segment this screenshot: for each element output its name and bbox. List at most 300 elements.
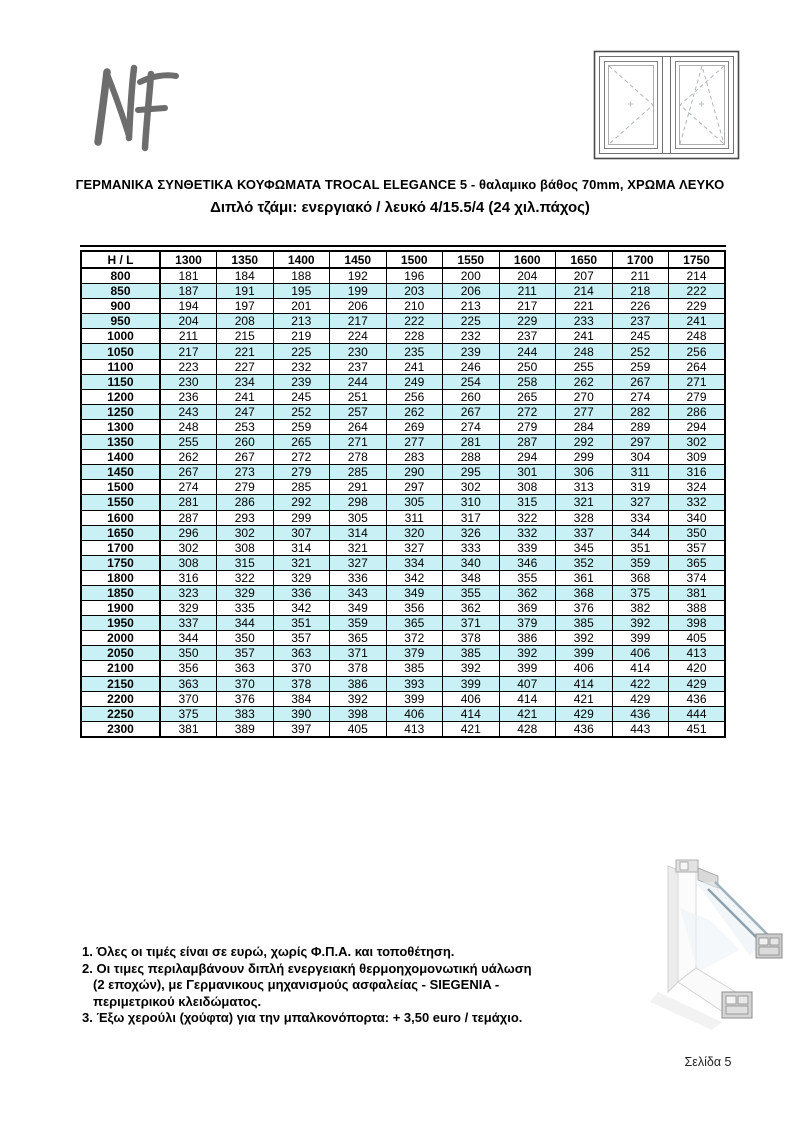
price-cell: 344: [160, 631, 217, 646]
table-row: [81, 661, 725, 676]
price-cell: 390: [273, 706, 330, 721]
price-cell: 201: [273, 299, 330, 314]
price-cell: 262: [556, 374, 613, 389]
price-cell: 307: [273, 525, 330, 540]
price-cell: 295: [443, 465, 500, 480]
row-header-cell: 1550: [81, 495, 160, 510]
price-cell: 279: [217, 480, 274, 495]
price-cell: 207: [556, 268, 613, 284]
price-cell: 278: [330, 450, 387, 465]
price-cell: 248: [160, 419, 217, 434]
table-row: [81, 268, 725, 284]
column-header-cell: 1400: [273, 251, 330, 268]
column-header-cell: 1600: [499, 251, 556, 268]
price-cell: 329: [217, 585, 274, 600]
price-cell: 211: [499, 284, 556, 299]
price-cell: 315: [499, 495, 556, 510]
price-cell: 350: [160, 646, 217, 661]
price-cell: 225: [443, 314, 500, 329]
price-cell: 299: [556, 450, 613, 465]
price-cell: 388: [669, 601, 726, 616]
price-cell: 222: [386, 314, 443, 329]
price-cell: 392: [330, 691, 387, 706]
price-cell: 267: [612, 374, 669, 389]
price-cell: 181: [160, 268, 217, 284]
table-row: [81, 676, 725, 691]
price-cell: 311: [612, 465, 669, 480]
price-cell: 414: [499, 691, 556, 706]
price-cell: 321: [330, 540, 387, 555]
price-cell: 235: [386, 344, 443, 359]
price-cell: 379: [386, 646, 443, 661]
price-cell: 371: [330, 646, 387, 661]
row-header-cell: 1650: [81, 525, 160, 540]
price-cell: 204: [499, 268, 556, 284]
price-cell: 363: [160, 676, 217, 691]
price-cell: 292: [273, 495, 330, 510]
price-cell: 414: [443, 706, 500, 721]
note-line: περιμετρικού κλειδώματος.: [93, 993, 262, 1009]
row-header-cell: 1800: [81, 570, 160, 585]
price-cell: 285: [273, 480, 330, 495]
price-table-container: [80, 250, 726, 738]
profile-cut-end-bottom: [722, 992, 752, 1018]
price-cell: 342: [386, 570, 443, 585]
table-row: [81, 435, 725, 450]
price-cell: 277: [386, 435, 443, 450]
price-cell: 211: [612, 268, 669, 284]
row-header-cell: 1600: [81, 510, 160, 525]
price-cell: 350: [669, 525, 726, 540]
price-cell: 286: [217, 495, 274, 510]
price-cell: 340: [669, 510, 726, 525]
price-cell: 288: [443, 450, 500, 465]
table-row: [81, 540, 725, 555]
row-header-cell: 1700: [81, 540, 160, 555]
price-cell: 226: [612, 299, 669, 314]
price-cell: 287: [160, 510, 217, 525]
price-cell: 392: [443, 661, 500, 676]
price-cell: 265: [499, 389, 556, 404]
price-cell: 406: [556, 661, 613, 676]
price-cell: 397: [273, 721, 330, 737]
price-cell: 283: [386, 450, 443, 465]
price-cell: 371: [443, 616, 500, 631]
price-cell: 356: [386, 601, 443, 616]
price-cell: 184: [217, 268, 274, 284]
price-cell: 279: [499, 419, 556, 434]
row-header-cell: 1050: [81, 344, 160, 359]
price-cell: 217: [499, 299, 556, 314]
price-cell: 421: [499, 706, 556, 721]
row-header-cell: 1950: [81, 616, 160, 631]
price-cell: 243: [160, 404, 217, 419]
price-cell: 298: [330, 495, 387, 510]
price-cell: 322: [217, 570, 274, 585]
row-header-cell: 1000: [81, 329, 160, 344]
price-cell: 357: [669, 540, 726, 555]
price-cell: 267: [160, 465, 217, 480]
price-cell: 279: [273, 465, 330, 480]
price-cell: 385: [386, 661, 443, 676]
price-cell: 248: [556, 344, 613, 359]
price-cell: 246: [443, 359, 500, 374]
price-cell: 255: [556, 359, 613, 374]
price-cell: 389: [217, 721, 274, 737]
price-cell: 429: [612, 691, 669, 706]
price-cell: 203: [386, 284, 443, 299]
column-header-cell: 1700: [612, 251, 669, 268]
price-cell: 299: [273, 510, 330, 525]
price-cell: 313: [556, 480, 613, 495]
page-number: Σελίδα 5: [684, 1055, 732, 1069]
price-cell: 322: [499, 510, 556, 525]
price-cell: 292: [556, 435, 613, 450]
price-cell: 436: [669, 691, 726, 706]
price-cell: 374: [669, 570, 726, 585]
row-header-cell: 1750: [81, 555, 160, 570]
price-cell: 267: [443, 404, 500, 419]
row-header-cell: 1850: [81, 585, 160, 600]
price-cell: 372: [386, 631, 443, 646]
price-cell: 333: [443, 540, 500, 555]
price-cell: 399: [556, 646, 613, 661]
price-cell: 422: [612, 676, 669, 691]
price-cell: 327: [330, 555, 387, 570]
price-cell: 359: [612, 555, 669, 570]
price-cell: 262: [386, 404, 443, 419]
price-cell: 320: [386, 525, 443, 540]
price-cell: 355: [499, 570, 556, 585]
table-row: [81, 585, 725, 600]
price-cell: 421: [556, 691, 613, 706]
price-cell: 335: [217, 601, 274, 616]
price-cell: 211: [160, 329, 217, 344]
price-cell: 214: [556, 284, 613, 299]
price-cell: 199: [330, 284, 387, 299]
price-cell: 429: [669, 676, 726, 691]
price-cell: 345: [556, 540, 613, 555]
price-cell: 378: [443, 631, 500, 646]
price-cell: 376: [556, 601, 613, 616]
price-cell: 381: [669, 585, 726, 600]
table-row: [81, 344, 725, 359]
price-cell: 217: [160, 344, 217, 359]
column-header-cell: 1350: [217, 251, 274, 268]
price-cell: 314: [330, 525, 387, 540]
price-cell: 237: [612, 314, 669, 329]
price-cell: 249: [386, 374, 443, 389]
price-cell: 451: [669, 721, 726, 737]
price-cell: 381: [160, 721, 217, 737]
price-cell: 293: [217, 510, 274, 525]
price-cell: 340: [443, 555, 500, 570]
price-cell: 274: [612, 389, 669, 404]
price-cell: 351: [612, 540, 669, 555]
price-cell: 444: [669, 706, 726, 721]
price-cell: 362: [443, 601, 500, 616]
note-line: 3. Έξω χερούλι (χούφτα) για την μπαλκονόπορτα: + 3,50 euro / τεμάχιο.: [82, 1010, 523, 1025]
price-cell: 256: [386, 389, 443, 404]
row-header-cell: 2150: [81, 676, 160, 691]
row-header-cell: 1900: [81, 601, 160, 616]
price-cell: 217: [330, 314, 387, 329]
price-cell: 218: [612, 284, 669, 299]
price-cell: 369: [499, 601, 556, 616]
table-row: [81, 419, 725, 434]
price-cell: 428: [499, 721, 556, 737]
price-cell: 197: [217, 299, 274, 314]
price-cell: 317: [443, 510, 500, 525]
price-cell: 306: [556, 465, 613, 480]
table-row: [81, 646, 725, 661]
price-cell: 378: [330, 661, 387, 676]
price-cell: 357: [273, 631, 330, 646]
price-cell: 239: [273, 374, 330, 389]
price-cell: 356: [160, 661, 217, 676]
table-row: [81, 404, 725, 419]
price-cell: 255: [160, 435, 217, 450]
price-cell: 348: [443, 570, 500, 585]
price-cell: 406: [386, 706, 443, 721]
table-row: [81, 721, 725, 737]
price-cell: 195: [273, 284, 330, 299]
table-row: [81, 374, 725, 389]
row-header-cell: 1200: [81, 389, 160, 404]
note-line: (2 εποχών), με Γερμανικους μηχανισμούς ασφαλείας - SIEGENIA -: [93, 977, 500, 992]
table-row: [81, 299, 725, 314]
price-cell: 436: [612, 706, 669, 721]
price-cell: 213: [443, 299, 500, 314]
price-cell: 289: [612, 419, 669, 434]
price-cell: 336: [273, 585, 330, 600]
price-cell: 329: [273, 570, 330, 585]
row-header-cell: 1100: [81, 359, 160, 374]
price-cell: 302: [443, 480, 500, 495]
price-cell: 257: [330, 404, 387, 419]
price-cell: 316: [669, 465, 726, 480]
price-cell: 247: [217, 404, 274, 419]
price-cell: 349: [386, 585, 443, 600]
price-cell: 227: [217, 359, 274, 374]
price-cell: 365: [669, 555, 726, 570]
price-cell: 321: [273, 555, 330, 570]
price-cell: 272: [499, 404, 556, 419]
price-cell: 264: [330, 419, 387, 434]
price-cell: 221: [556, 299, 613, 314]
price-cell: 237: [330, 359, 387, 374]
price-cell: 259: [612, 359, 669, 374]
price-cell: 265: [273, 435, 330, 450]
price-cell: 405: [669, 631, 726, 646]
price-cell: 269: [386, 419, 443, 434]
price-cell: 384: [273, 691, 330, 706]
row-header-cell: 900: [81, 299, 160, 314]
price-cell: 230: [330, 344, 387, 359]
price-cell: 332: [669, 495, 726, 510]
table-row: [81, 510, 725, 525]
price-cell: 308: [217, 540, 274, 555]
price-cell: 229: [499, 314, 556, 329]
price-cell: 191: [217, 284, 274, 299]
price-cell: 399: [612, 631, 669, 646]
price-cell: 334: [386, 555, 443, 570]
price-cell: 405: [330, 721, 387, 737]
price-cell: 351: [273, 616, 330, 631]
nf-logo-icon: [88, 62, 198, 152]
price-cell: 302: [669, 435, 726, 450]
price-cell: 277: [556, 404, 613, 419]
price-cell: 270: [556, 389, 613, 404]
price-cell: 344: [612, 525, 669, 540]
price-cell: 245: [273, 389, 330, 404]
price-cell: 399: [443, 676, 500, 691]
price-cell: 359: [330, 616, 387, 631]
price-cell: 334: [612, 510, 669, 525]
price-cell: 376: [217, 691, 274, 706]
price-cell: 352: [556, 555, 613, 570]
price-cell: 260: [217, 435, 274, 450]
table-row: [81, 284, 725, 299]
price-cell: 304: [612, 450, 669, 465]
price-cell: 253: [217, 419, 274, 434]
price-cell: 206: [330, 299, 387, 314]
corner-header-cell: H / L: [81, 251, 160, 268]
price-cell: 379: [499, 616, 556, 631]
row-header-cell: 1400: [81, 450, 160, 465]
price-cell: 258: [499, 374, 556, 389]
price-cell: 302: [160, 540, 217, 555]
price-cell: 420: [669, 661, 726, 676]
price-cell: 245: [612, 329, 669, 344]
price-cell: 375: [160, 706, 217, 721]
price-cell: 332: [499, 525, 556, 540]
price-cell: 200: [443, 268, 500, 284]
price-cell: 279: [669, 389, 726, 404]
price-cell: 343: [330, 585, 387, 600]
price-cell: 254: [443, 374, 500, 389]
price-cell: 328: [556, 510, 613, 525]
notes-block: [82, 944, 622, 1027]
profile-cut-end-right: [756, 934, 782, 958]
table-row: [81, 359, 725, 374]
price-cell: 355: [443, 585, 500, 600]
price-cell: 284: [556, 419, 613, 434]
pvc-profile-photo-icon: [618, 852, 796, 1034]
price-cell: 398: [669, 616, 726, 631]
price-cell: 392: [499, 646, 556, 661]
price-cell: 196: [386, 268, 443, 284]
table-row: [81, 495, 725, 510]
table-row: [81, 480, 725, 495]
table-row: [81, 631, 725, 646]
price-cell: 210: [386, 299, 443, 314]
price-cell: 339: [499, 540, 556, 555]
price-cell: 259: [273, 419, 330, 434]
column-header-cell: 1450: [330, 251, 387, 268]
price-cell: 436: [556, 721, 613, 737]
price-cell: 382: [612, 601, 669, 616]
price-cell: 363: [273, 646, 330, 661]
price-cell: 237: [499, 329, 556, 344]
price-cell: 357: [217, 646, 274, 661]
row-header-cell: 1350: [81, 435, 160, 450]
price-cell: 407: [499, 676, 556, 691]
price-cell: 271: [669, 374, 726, 389]
table-row: [81, 465, 725, 480]
table-row: [81, 616, 725, 631]
column-header-cell: 1500: [386, 251, 443, 268]
price-cell: 225: [273, 344, 330, 359]
row-header-cell: 2100: [81, 661, 160, 676]
price-cell: 323: [160, 585, 217, 600]
price-cell: 346: [499, 555, 556, 570]
document-title-line1: ΓΕΡΜΑΝΙΚΑ ΣΥΝΘΕΤΙΚΑ ΚΟΥΦΩΜΑΤΑ TROCAL ELEGANCE 5 - θαλαμικο βάθος 70mm, ΧΡΩΜΑ ΛΕΥΚΟ: [75, 177, 725, 192]
price-cell: 221: [217, 344, 274, 359]
price-cell: 282: [612, 404, 669, 419]
price-cell: 368: [612, 570, 669, 585]
column-header-cell: 1550: [443, 251, 500, 268]
price-cell: 413: [386, 721, 443, 737]
row-header-cell: 1150: [81, 374, 160, 389]
row-header-cell: 2050: [81, 646, 160, 661]
price-cell: 192: [330, 268, 387, 284]
price-cell: 443: [612, 721, 669, 737]
price-cell: 362: [499, 585, 556, 600]
price-cell: 208: [217, 314, 274, 329]
price-cell: 250: [499, 359, 556, 374]
document-title-line2: Διπλό τζάμι: ενεργιακό / λευκό 4/15.5/4 (24 χιλ.πάχος): [210, 199, 590, 216]
price-cell: 392: [556, 631, 613, 646]
row-header-cell: 2200: [81, 691, 160, 706]
column-header-cell: 1650: [556, 251, 613, 268]
table-row: [81, 601, 725, 616]
price-cell: 229: [669, 299, 726, 314]
row-header-cell: 1250: [81, 404, 160, 419]
price-cell: 251: [330, 389, 387, 404]
price-cell: 232: [273, 359, 330, 374]
price-cell: 383: [217, 706, 274, 721]
price-cell: 214: [669, 268, 726, 284]
price-cell: 252: [612, 344, 669, 359]
table-top-rule: [80, 245, 726, 247]
price-cell: 264: [669, 359, 726, 374]
price-cell: 294: [499, 450, 556, 465]
price-cell: 281: [443, 435, 500, 450]
price-cell: 363: [217, 661, 274, 676]
price-cell: 393: [386, 676, 443, 691]
price-cell: 241: [669, 314, 726, 329]
price-cell: 305: [330, 510, 387, 525]
price-cell: 285: [330, 465, 387, 480]
price-cell: 260: [443, 389, 500, 404]
price-cell: 421: [443, 721, 500, 737]
price-cell: 297: [612, 435, 669, 450]
price-cell: 399: [386, 691, 443, 706]
price-cell: 336: [330, 570, 387, 585]
price-cell: 308: [499, 480, 556, 495]
price-cell: 267: [217, 450, 274, 465]
price-cell: 386: [330, 676, 387, 691]
price-cell: 385: [443, 646, 500, 661]
price-cell: 294: [669, 419, 726, 434]
price-cell: 370: [217, 676, 274, 691]
price-cell: 398: [330, 706, 387, 721]
price-cell: 378: [273, 676, 330, 691]
price-cell: 305: [386, 495, 443, 510]
price-cell: 194: [160, 299, 217, 314]
price-cell: 399: [499, 661, 556, 676]
